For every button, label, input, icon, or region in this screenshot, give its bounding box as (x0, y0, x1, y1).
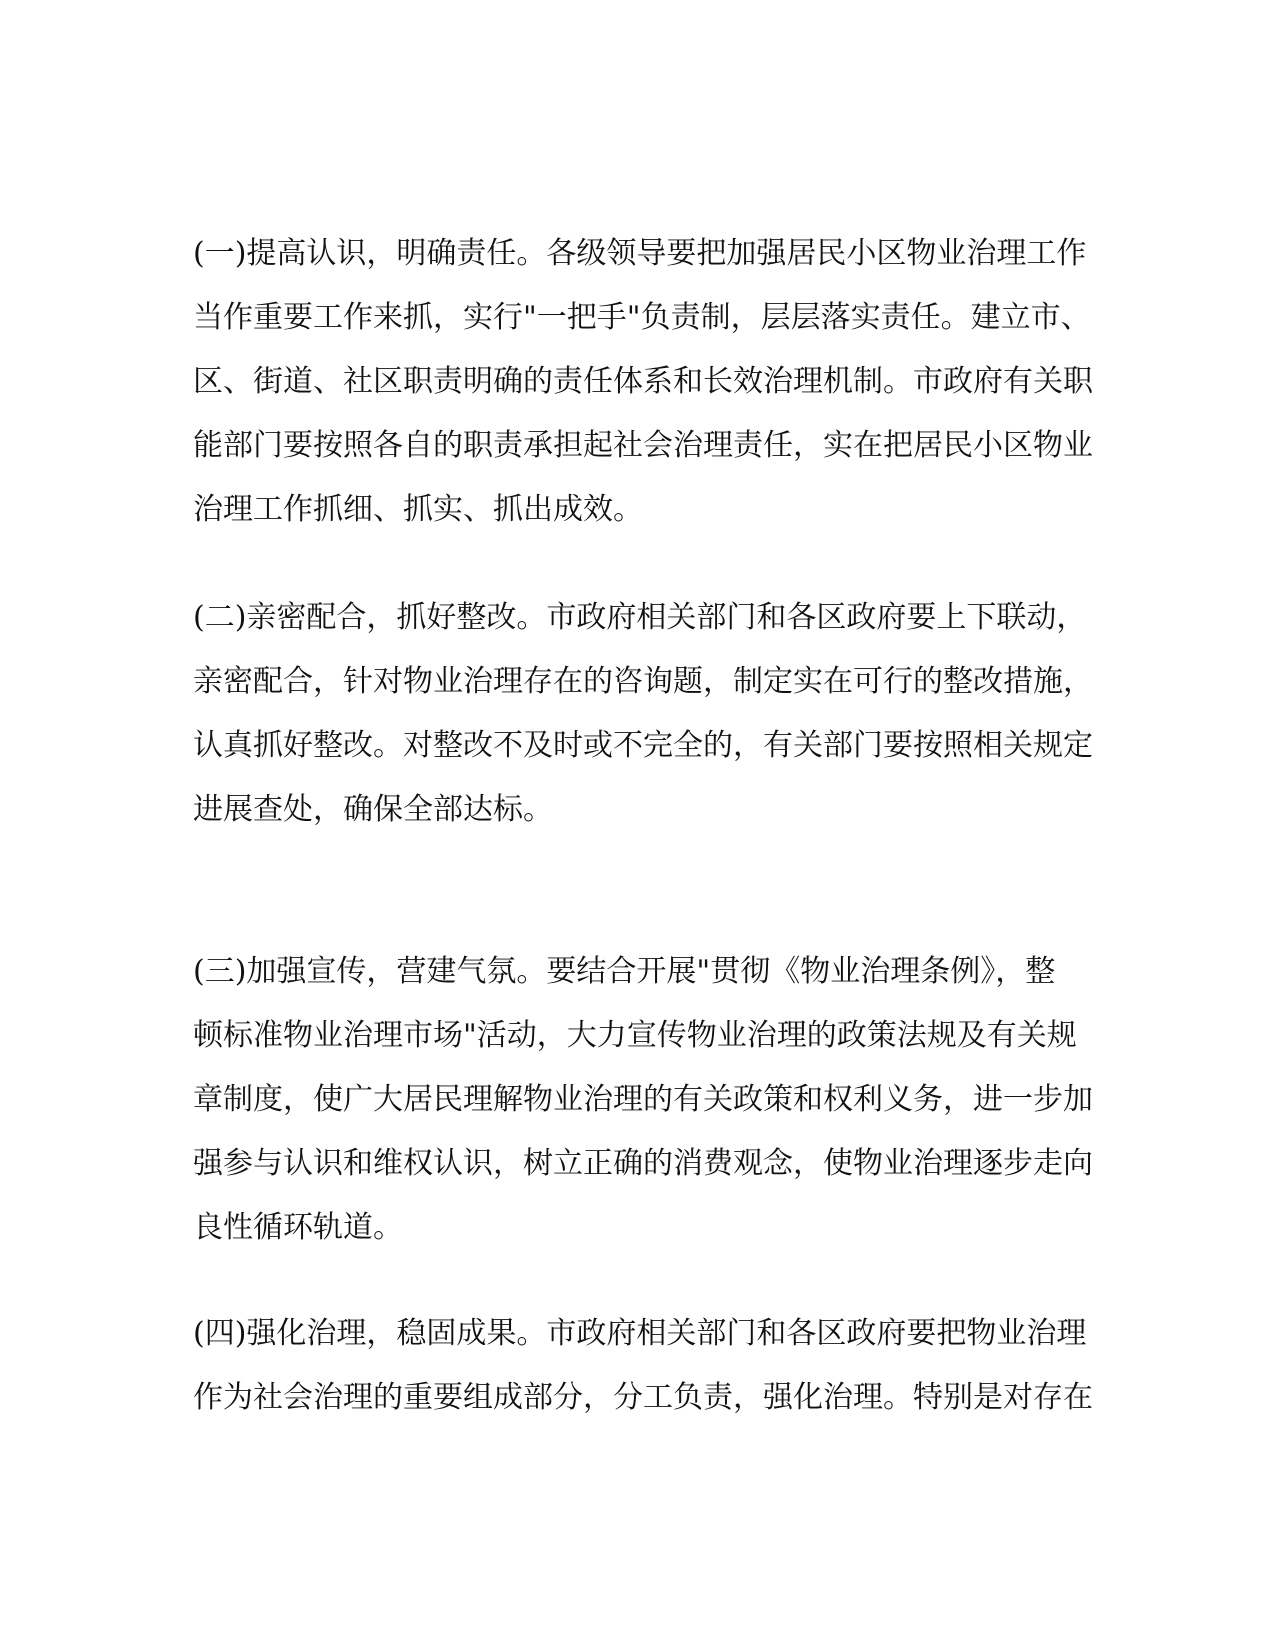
paragraph-line: 亲密配合，针对物业治理存在的咨询题，制定实在可行的整改措施， (193, 664, 1093, 699)
paragraph-2 (193, 586, 1093, 842)
paragraph-line: 顿标准物业治理市场"活动，大力宣传物业治理的政策法规及有关规 (193, 1018, 1077, 1053)
paragraph-3 (193, 940, 1093, 1260)
paragraph-line: (四)强化治理，稳固成果。市政府相关部门和各区政府要把物业治理 (193, 1316, 1087, 1351)
paragraph-line: (二)亲密配合，抓好整改。市政府相关部门和各区政府要上下联动， (193, 600, 1087, 635)
paragraph-1 (193, 222, 1093, 542)
paragraph-line: 能部门要按照各自的职责承担起社会治理责任，实在把居民小区物业 (193, 428, 1093, 463)
paragraph-line: 区、街道、社区职责明确的责任体系和长效治理机制。市政府有关职 (193, 364, 1093, 399)
paragraph-line: (一)提高认识，明确责任。各级领导要把加强居民小区物业治理工作 (193, 236, 1087, 271)
paragraph-line: 强参与认识和维权认识，树立正确的消费观念，使物业治理逐步走向 (193, 1146, 1093, 1181)
paragraph-line: 认真抓好整改。对整改不及时或不完全的，有关部门要按照相关规定 (193, 728, 1093, 763)
paragraph-line: 作为社会治理的重要组成部分，分工负责，强化治理。特别是对存在 (193, 1380, 1093, 1415)
paragraph-line: (三)加强宣传，营建气氛。要结合开展"贯彻《物业治理条例》，整 (193, 954, 1056, 989)
paragraph-4 (193, 1302, 1093, 1430)
paragraph-line: 治理工作抓细、抓实、抓出成效。 (193, 492, 643, 527)
paragraph-line: 进展查处，确保全部达标。 (193, 792, 553, 827)
paragraph-line: 当作重要工作来抓，实行"一把手"负责制，层层落实责任。建立市、 (193, 300, 1091, 335)
paragraph-line: 章制度，使广大居民理解物业治理的有关政策和权利义务，进一步加 (193, 1082, 1093, 1117)
paragraph-line: 良性循环轨道。 (193, 1210, 403, 1245)
